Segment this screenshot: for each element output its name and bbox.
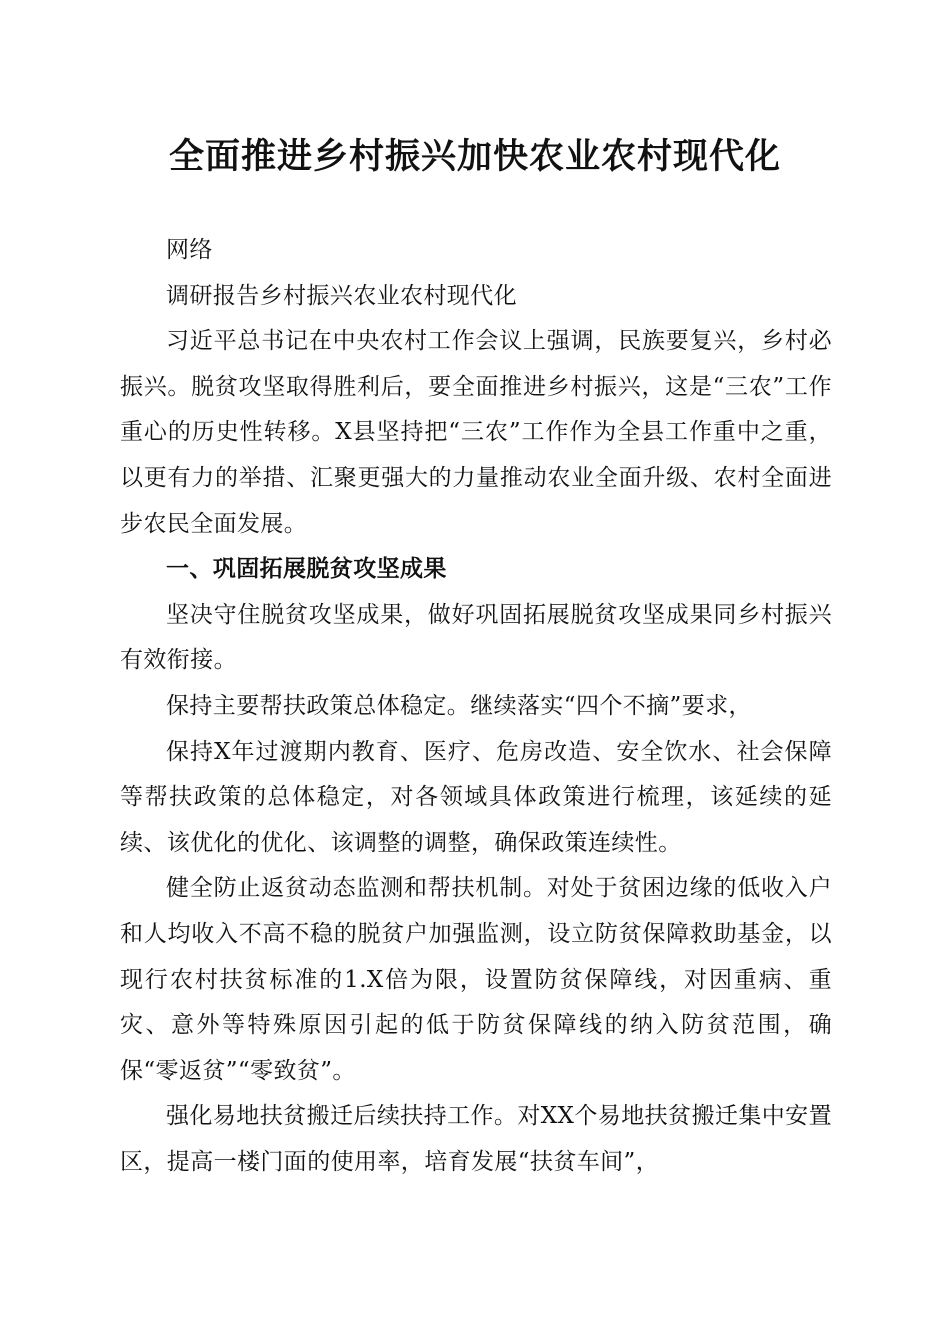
keywords-line: 调研报告乡村振兴农业农村现代化 xyxy=(166,282,517,309)
source-line: 网络 xyxy=(166,237,213,263)
section-paragraph: 保持主要帮扶政策总体稳定。继续落实“四个不摘”要求， xyxy=(166,692,752,719)
document-body xyxy=(120,228,832,1185)
section-heading: 一、巩固拓展脱贫攻坚成果 xyxy=(166,556,447,583)
document-title: 全面推进乡村振兴加快农业农村现代化 xyxy=(168,136,781,177)
intro-paragraph: 习近平总书记在中央农村工作会议上强调，民族要复兴，乡村必振兴。脱贫攻坚取得胜利后，要全面推进乡村振兴，这是“三农”工作重心的历史性转移。X县坚持把“三农”工作作为全县工作重中之重，以更有力的举措、汇聚更强大的力量推动农业全面升级、农村全面进步农民全面发展。 xyxy=(120,328,832,537)
section-paragraph: 保持X年过渡期内教育、医疗、危房改造、安全饮水、社会保障等帮扶政策的总体稳定，对各领域具体政策进行梳理，该延续的延续、该优化的优化、该调整的调整，确保政策连续性。 xyxy=(120,738,832,856)
section-paragraph: 健全防止返贫动态监测和帮扶机制。对处于贫困边缘的低收入户和人均收入不高不稳的脱贫户加强监测，设立防贫保障救助基金，以现行农村扶贫标准的1.X倍为限，设置防贫保障线，对因重病、重灾、意外等特殊原因引起的低于防贫保障线的纳入防贫范围，确保“零返贫”“零致贫”。 xyxy=(120,875,832,1084)
section-paragraph: 强化易地扶贫搬迁后续扶持工作。对XX个易地扶贫搬迁集中安置区，提高一楼门面的使用率，培育发展“扶贫车间”， xyxy=(120,1103,832,1175)
section-paragraph: 坚决守住脱贫攻坚成果，做好巩固拓展脱贫攻坚成果同乡村振兴有效衔接。 xyxy=(120,601,832,674)
